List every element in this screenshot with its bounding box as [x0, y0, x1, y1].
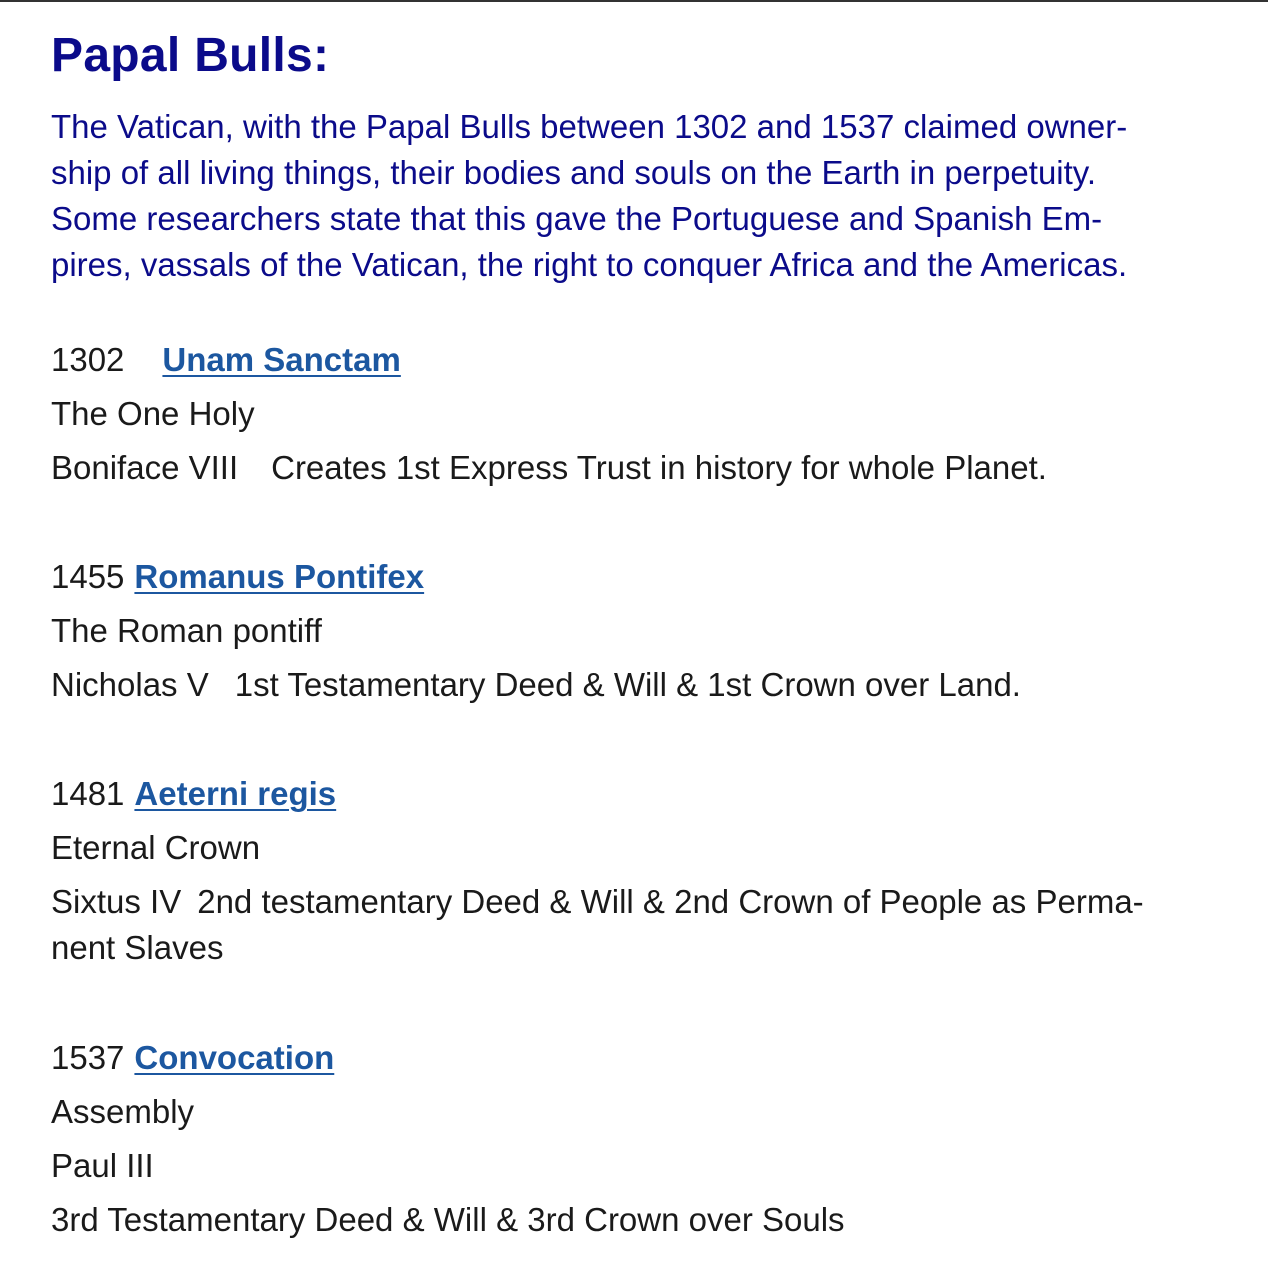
intro-line: The Vatican, with the Papal Bulls between 1302 and 1537 claimed owner-	[51, 108, 1128, 145]
bull-entry-aeterni-regis	[51, 771, 1241, 971]
bull-translation: Eternal Crown	[51, 829, 261, 866]
bull-pope: Nicholas V	[51, 666, 209, 703]
bull-link-aeterni-regis[interactable]: Aeterni regis	[134, 775, 337, 812]
intro-paragraph	[51, 104, 1231, 288]
bull-description: Creates 1st Express Trust in history for whole Planet.	[271, 449, 1047, 486]
bull-details	[51, 662, 1241, 708]
bull-link-unam-sanctam[interactable]: Unam Sanctam	[162, 341, 401, 378]
bull-year: 1455	[51, 558, 125, 595]
bull-description: 2nd testamentary Deed & Will & 2nd Crown of People as Perma-	[197, 883, 1144, 920]
bull-translation: The One Holy	[51, 395, 255, 432]
intro-line: Some researchers state that this gave the Portuguese and Spanish Em-	[51, 200, 1103, 237]
bull-heading	[51, 1035, 1241, 1081]
bull-translation: Assembly	[51, 1093, 195, 1130]
bull-pope: Sixtus IV	[51, 883, 182, 920]
bull-translation: The Roman pontiff	[51, 612, 322, 649]
bull-link-convocation[interactable]: Convocation	[134, 1039, 335, 1076]
page-title: Papal Bulls:	[51, 29, 330, 82]
bull-description: 1st Testamentary Deed & Will & 1st Crown over Land.	[234, 666, 1021, 703]
intro-line: pires, vassals of the Vatican, the right to conquer Africa and the Americas.	[51, 246, 1128, 283]
bull-details	[51, 879, 1241, 925]
bull-entry-unam-sanctam	[51, 337, 1241, 491]
bull-entry-convocation	[51, 1035, 1241, 1243]
bull-heading	[51, 337, 1241, 383]
bull-year: 1302	[51, 341, 125, 378]
bull-year: 1537	[51, 1039, 125, 1076]
bull-pope: Boniface VIII	[51, 449, 239, 486]
bull-description-continued: nent Slaves	[51, 929, 224, 966]
bull-entry-romanus-pontifex	[51, 554, 1241, 708]
bull-heading	[51, 554, 1241, 600]
bull-details	[51, 445, 1241, 491]
bull-heading	[51, 771, 1241, 817]
bull-link-romanus-pontifex[interactable]: Romanus Pontifex	[134, 558, 425, 595]
bull-pope: Paul III	[51, 1147, 154, 1184]
intro-line: ship of all living things, their bodies and souls on the Earth in perpetuity.	[51, 154, 1097, 191]
bull-year: 1481	[51, 775, 125, 812]
top-divider	[0, 0, 1268, 2]
bull-description: 3rd Testamentary Deed & Will & 3rd Crown over Souls	[51, 1201, 845, 1238]
